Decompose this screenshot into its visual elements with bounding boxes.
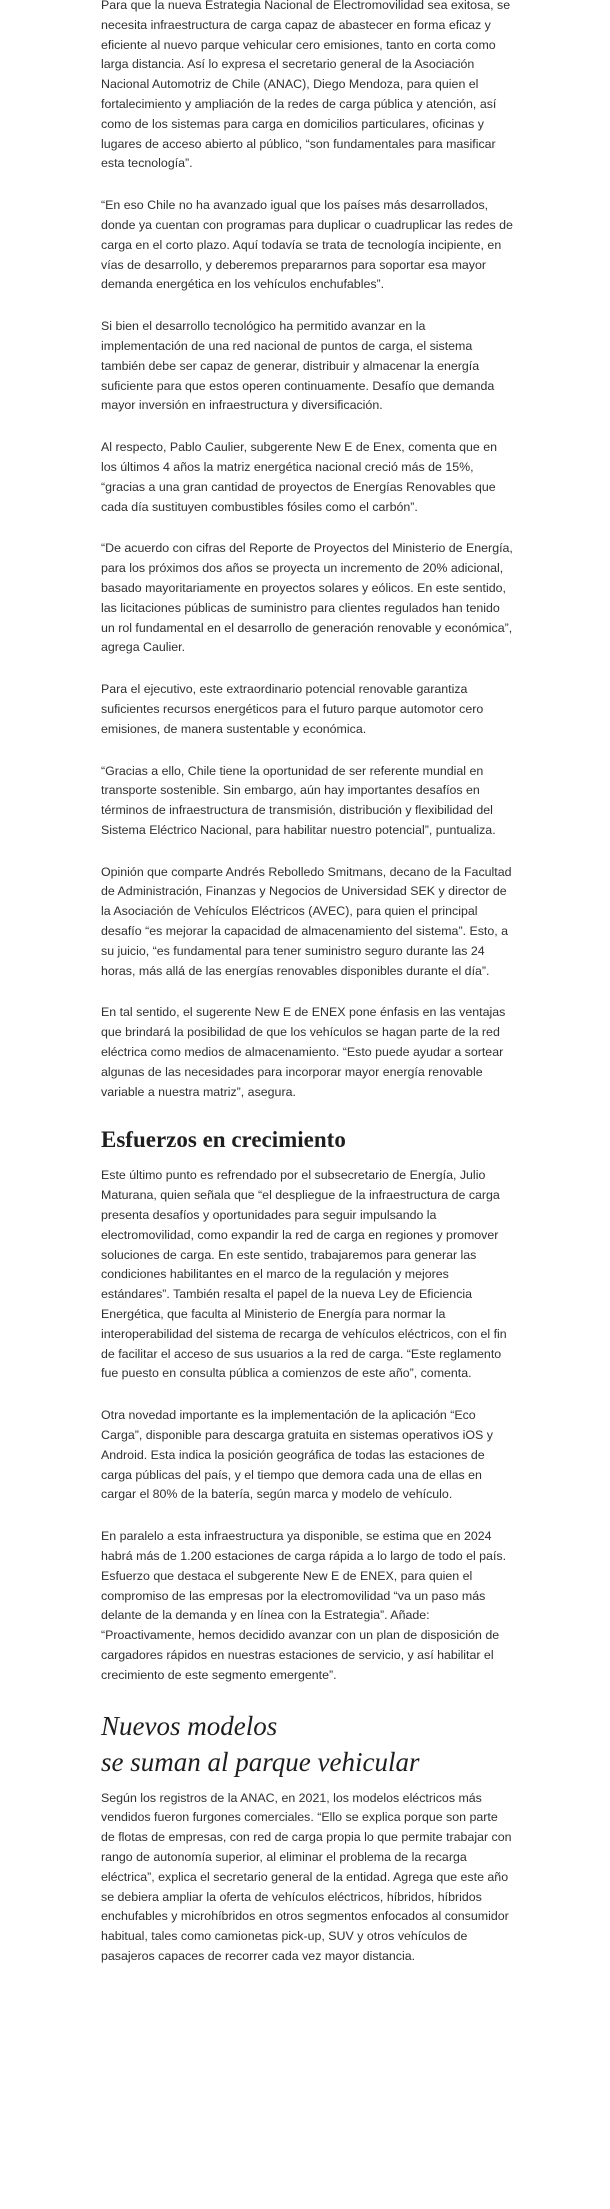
- article-paragraph: Opinión que comparte Andrés Rebolledo Smitmans, decano de la Facultad de Administración, Finanzas y Negocios de Universidad SEK y director de la Asociación de Vehículos Eléctricos (AVEC), para quien el principal desafío “es mejorar la capacidad de almacenamiento del sistema”. Esto, a su juicio, “es fundamental para tener suministro seguro durante las 24 horas, más allá de las energías renovables disponibles durante el día”.: [101, 864, 512, 978]
- article-paragraph: En tal sentido, el sugerente New E de ENEX pone énfasis en las ventajas que brindará la posibilidad de que los vehículos se hagan parte de la red eléctrica como medios de almacenamiento. “Esto puede ayudar a sortear algunas de las necesidades para incorporar mayor energía renovable variable a nuestra matriz”, asegura.: [101, 1005, 506, 1099]
- article-paragraph: En paralelo a esta infraestructura ya disponible, se estima que en 2024 habrá más de 1.200 estaciones de carga rápida a lo largo de todo el país. Esfuerzo que destaca el subgerente New E de ENEX, para quien el compromiso de las empresas por la electromovilidad “va un paso más delante de la demanda y en línea con la Estrategia”. Añade: “Proactivamente, hemos decidido avanzar con un plan de disposición de cargadores rápidos en nuestras estaciones de servicio, y así habilitar el crecimiento de este segmento emergente”.: [101, 1529, 507, 1682]
- article-paragraph: Este último punto es refrendado por el subsecretario de Energía, Julio Maturana, quien señala que “el despliegue de la infraestructura de carga presenta desafíos y oportunidades para seguir impulsando la electromovilidad, como expandir la red de carga en regiones y promover soluciones de carga. En este sentido, trabajaremos para generar las condiciones habilitantes en el marco de la regulación y mejores estándares”. También resalta el papel de la nueva Ley de Eficiencia Energética, que faculta al Ministerio de Energía para normar la interoperabilidad del sistema de recarga de vehículos eléctricos, con el fin de facilitar el acceso de sus usuarios a la red de carga. “Este reglamento fue puesto en consulta pública a comienzos de este año”, comenta.: [101, 1168, 507, 1381]
- article-paragraph: Al respecto, Pablo Caulier, subgerente New E de Enex, comenta que en los últimos 4 años la matriz energética nacional creció más de 15%, “gracias a una gran cantidad de proyectos de Energías Renovables que cada día sustituyen combustibles fósiles como el carbón”.: [101, 440, 498, 514]
- heading-line-1: Nuevos modelos: [101, 1710, 278, 1741]
- article-paragraph: Si bien el desarrollo tecnológico ha permitido avanzar en la implementación de una red nacional de puntos de carga, el sistema también debe ser capaz de generar, distribuir y almacenar la energía suficiente para que estos operen continuamente. Desafío que demanda mayor inversión en infraestructura y diversificación.: [101, 319, 495, 413]
- article-paragraph: “En eso Chile no ha avanzado igual que los países más desarrollados, donde ya cuentan con programas para duplicar o cuadruplicar las redes de carga en el corto plazo. Aquí todavía se trata de tecnología incipiente, en vías de desarrollo, y deberemos prepararnos para soportar esa mayor demanda energética en los vehículos enchufables”.: [101, 198, 513, 292]
- section-heading-new-models: [101, 1708, 513, 1780]
- article-paragraph: Según los registros de la ANAC, en 2021, los modelos eléctricos más vendidos fueron furgones comerciales. “Ello se explica porque son parte de flotas de empresas, con red de carga propia lo que permite trabajar con rango de autonomía superior, al eliminar el problema de la recarga eléctrica”, explica el secretario general de la entidad. Agrega que este año se debiera ampliar la oferta de vehículos eléctricos, híbridos, híbridos enchufables y microhíbridos en otros segmentos enfocados al consumidor habitual, tales como camionetas pick-up, SUV y otros vehículos de pasajeros capaces de recorrer cada vez mayor distancia.: [101, 1790, 512, 1963]
- heading-line-2: se suman al parque vehicular: [101, 1746, 420, 1777]
- article-paragraph: “Gracias a ello, Chile tiene la oportunidad de ser referente mundial en transporte sostenible. Sin embargo, aún hay importantes desafíos en términos de infraestructura de transmisión, distribución y flexibilidad del Sistema Eléctrico Nacional, para habilitar nuestro potencial”, puntualiza.: [101, 763, 496, 837]
- article-paragraph: Para el ejecutivo, este extraordinario potencial renovable garantiza suficientes recursos energéticos para el futuro parque automotor cero emisiones, de manera sustentable y económica.: [101, 682, 484, 736]
- section-heading-growth: Esfuerzos en crecimiento: [101, 1127, 346, 1153]
- article-paragraph: Para que la nueva Estrategia Nacional de Electromovilidad sea exitosa, se necesita infraestructura de carga capaz de abastecer en forma eficaz y eficiente al nuevo parque vehicular cero emisiones, tanto en corta como larga distancia. Así lo expresa el secretario general de la Asociación Nacional Automotriz de Chile (ANAC), Diego Mendoza, para quien el fortalecimiento y ampliación de la redes de carga pública y atención, así como de los sistemas para carga en domicilios particulares, oficinas y lugares de acceso abierto al público, “son fundamentales para masificar esta tecnología”.: [101, 0, 511, 171]
- article-paragraph: “De acuerdo con cifras del Reporte de Proyectos del Ministerio de Energía, para los próximos dos años se proyecta un incremento de 20% adicional, basado mayoritariamente en proyectos solares y eólicos. En este sentido, las licitaciones públicas de suministro para clientes regulados han tenido un rol fundamental en el desarrollo de generación renovable y económica”, agrega Caulier.: [101, 541, 513, 655]
- article-body: [101, 0, 513, 1967]
- article-paragraph: Otra novedad importante es la implementación de la aplicación “Eco Carga”, disponible para descarga gratuita en sistemas operativos iOS y Android. Esta indica la posición geográfica de todas las estaciones de carga públicas del país, y el tiempo que demora cada una de ellas en cargar el 80% de la batería, según marca y modelo de vehículo.: [101, 1408, 493, 1502]
